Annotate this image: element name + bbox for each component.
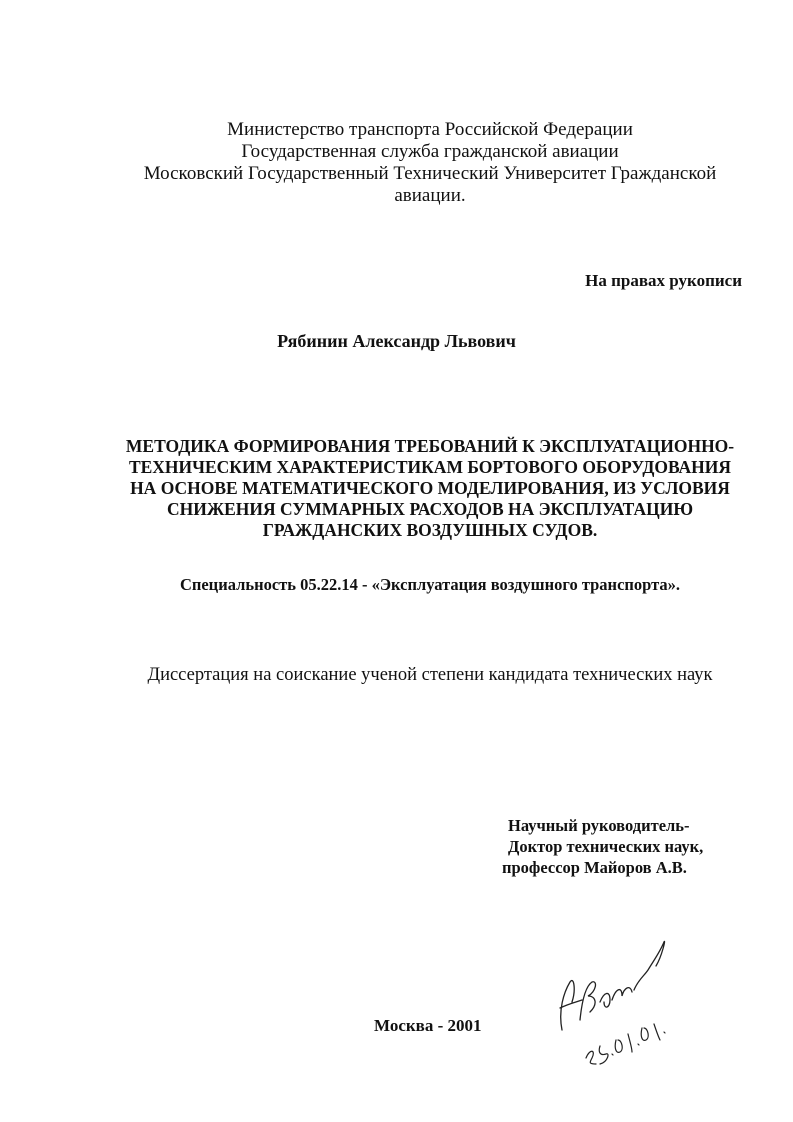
supervisor-name: профессор Майоров А.В. [502,858,687,877]
supervisor-block [500,815,703,878]
dissertation-title [110,436,750,541]
institution-header [100,119,760,207]
signature-date-stroke [586,1024,665,1064]
ministry-line: Министерство транспорта Российской Федерации [227,119,633,140]
title-line: МЕТОДИКА ФОРМИРОВАНИЯ ТРЕБОВАНИЙ К ЭКСПЛУАТАЦИОННО- [125,436,735,456]
university-line: Московский Государственный Технический Университет Гражданской [143,163,717,184]
manuscript-rights-note: На правах рукописи [585,271,742,290]
handwritten-signature [550,930,690,1080]
service-line: Государственная служба гражданской авиации [241,141,619,162]
title-line: ТЕХНИЧЕСКИМ ХАРАКТЕРИСТИКАМ БОРТОВОГО ОБОРУДОВАНИЯ [128,457,732,477]
supervisor-role: Научный руководитель- [508,816,690,835]
university-line-continued: авиации. [394,185,466,206]
title-line: НА ОСНОВЕ МАТЕМАТИЧЕСКОГО МОДЕЛИРОВАНИЯ, ИЗ УСЛОВИЯ [130,478,730,498]
author-name: Рябинин Александр Львович [277,331,516,351]
signature-stroke [560,941,665,1030]
title-line: СНИЖЕНИЯ СУММАРНЫХ РАСХОДОВ НА ЭКСПЛУАТАЦИЮ [166,499,694,519]
specialty-line: Специальность 05.22.14 - «Эксплуатация воздушного транспорта». [179,575,681,594]
supervisor-degree: Доктор технических наук, [508,837,704,856]
city-year: Москва - 2001 [374,1016,482,1035]
title-line: ГРАЖДАНСКИХ ВОЗДУШНЫХ СУДОВ. [262,520,598,540]
degree-statement: Диссертация на соискание ученой степени кандидата технических наук [147,665,713,685]
